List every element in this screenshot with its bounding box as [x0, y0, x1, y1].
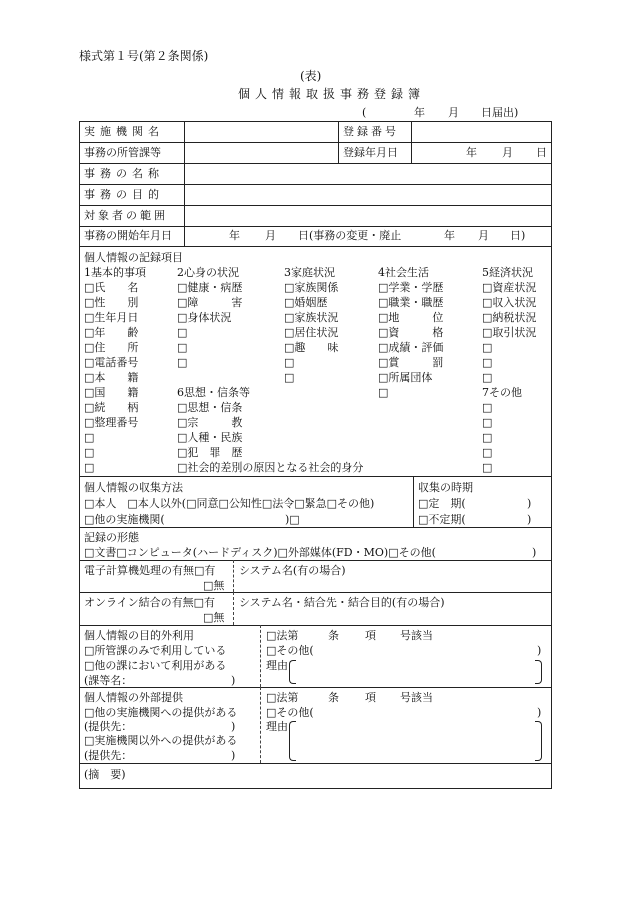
- computer-system: システム名(有の場合): [239, 564, 346, 577]
- record-item: □: [284, 356, 295, 369]
- record-item: 2心身の状況: [177, 266, 239, 279]
- record-item: □生年月日: [84, 311, 139, 324]
- date-year: 年: [414, 106, 425, 119]
- date-month: 月: [448, 106, 459, 119]
- record-item: □職業・職歴: [378, 296, 444, 309]
- record-item: □地 位: [378, 311, 444, 324]
- record-item: □賞 罰: [378, 356, 444, 369]
- outside-law-paragraph: 項: [365, 629, 376, 642]
- record-item: □: [482, 401, 493, 414]
- external-l2-close: ): [231, 720, 236, 733]
- external-heading: 個人情報の外部提供: [84, 691, 183, 704]
- record-item: □: [84, 461, 95, 474]
- record-item: □: [284, 371, 295, 384]
- record-item: □所属団体: [378, 371, 433, 384]
- record-item: □資 格: [378, 326, 444, 339]
- record-item: □: [482, 431, 493, 444]
- external-law-item: 号該当: [400, 691, 433, 704]
- start-date-label: 事務の開始年月日: [84, 229, 172, 242]
- outside-use-l2: □他の課において利用がある: [84, 659, 227, 672]
- record-item: 5経済状況: [482, 266, 533, 279]
- outside-law-item: 号該当: [400, 629, 433, 642]
- external-reason: 理由: [266, 720, 288, 733]
- external-law-paragraph: 項: [365, 691, 376, 704]
- reg-day: 日: [536, 146, 547, 159]
- external-l4: (提供先：: [84, 749, 133, 762]
- outside-use-l1: □所管課のみで利用している: [84, 644, 227, 657]
- record-item: 6思想・信条等: [177, 386, 250, 399]
- record-item: □性 別: [84, 296, 139, 309]
- agency-name-label: 実施機関名: [84, 125, 164, 138]
- bracket-right: [535, 660, 542, 684]
- record-item: □資産状況: [482, 281, 537, 294]
- record-item: □身体状況: [177, 311, 232, 324]
- record-item: □: [482, 446, 493, 459]
- registration-date-label: 登録年月日: [343, 146, 398, 159]
- record-item: □犯 罪 歴: [177, 446, 243, 459]
- record-item: □社会的差別の原因となる社会的身分: [177, 461, 364, 474]
- record-item: □: [482, 356, 493, 369]
- timing-heading: 収集の時期: [418, 481, 473, 494]
- date-open: (: [362, 106, 367, 119]
- change-abolish-note: 日(事務の変更・廃止: [298, 229, 402, 242]
- change-year: 年: [444, 229, 455, 242]
- record-item: □障 害: [177, 296, 243, 309]
- form-number: 様式第１号(第２条関係): [79, 49, 209, 63]
- external-law: □法第: [266, 691, 299, 704]
- bracket-right: [535, 721, 542, 761]
- external-l1: □他の実施機関への提供がある: [84, 706, 238, 719]
- date-day-submitted: 日届出): [481, 106, 519, 119]
- change-day: 日): [510, 229, 526, 242]
- business-purpose-label: 事務の目的: [84, 188, 164, 201]
- external-l2: (提供先：: [84, 720, 133, 733]
- computer-label: 電子計算機処理の有無□有: [84, 564, 216, 577]
- record-item: □婚姻歴: [284, 296, 328, 309]
- record-item: □家族関係: [284, 281, 339, 294]
- record-item: □取引状況: [482, 326, 537, 339]
- bracket-left: [289, 721, 296, 761]
- record-item: □: [177, 326, 188, 339]
- record-item: □人種・民族: [177, 431, 243, 444]
- record-item: □住 所: [84, 341, 139, 354]
- record-item: □続 柄: [84, 401, 139, 414]
- summary-label: (摘 要): [84, 768, 126, 781]
- external-l3: □実施機関以外への提供がある: [84, 734, 238, 747]
- record-item: □: [378, 386, 389, 399]
- outside-other: □その他(: [266, 644, 314, 657]
- form-close: ): [532, 546, 537, 559]
- start-year: 年: [229, 229, 240, 242]
- outside-use-close: ): [231, 674, 236, 687]
- outside-use-l3: (課等名：: [84, 674, 133, 687]
- record-item: □収入状況: [482, 296, 537, 309]
- collection-line2: □他の実施機関(: [84, 513, 165, 526]
- record-item: □宗 教: [177, 416, 243, 429]
- collection-line1: □本人 □本人以外(□同意□公知性□法令□緊急□その他): [84, 497, 375, 510]
- record-item: □家族状況: [284, 311, 339, 324]
- record-item: □: [482, 461, 493, 474]
- registration-number-label: 登録番号: [343, 125, 399, 138]
- record-item: □成績・評価: [378, 341, 444, 354]
- external-other: □その他(: [266, 706, 314, 719]
- outside-law: □法第: [266, 629, 299, 642]
- records-heading: 個人情報の記録項目: [84, 251, 183, 264]
- page-title: 個人情報取扱事務登録簿: [238, 87, 426, 101]
- record-item: □: [177, 341, 188, 354]
- outside-reason: 理由: [266, 659, 288, 672]
- record-item: □: [84, 431, 95, 444]
- outside-other-close: ): [537, 644, 542, 657]
- outside-law-article: 条: [328, 629, 339, 642]
- record-item: □健康・病歴: [177, 281, 243, 294]
- external-other-close: ): [537, 706, 542, 719]
- record-item: 7その他: [482, 386, 522, 399]
- record-item: □: [482, 371, 493, 384]
- record-item: 1基本的事項: [84, 266, 146, 279]
- form-line: □文書□コンピュータ(ハードディスク)□外部媒体(FD・MO)□その他(: [84, 546, 436, 559]
- timing-irregular: □不定期(: [418, 513, 466, 526]
- record-item: □学業・学歴: [378, 281, 444, 294]
- record-item: □納税状況: [482, 311, 537, 324]
- record-item: □居住状況: [284, 326, 339, 339]
- record-item: □年 齢: [84, 326, 139, 339]
- record-item: 3家庭状況: [284, 266, 335, 279]
- start-month: 月: [265, 229, 276, 242]
- bracket-left: [289, 660, 296, 684]
- timing-regular-close: ): [527, 497, 532, 510]
- timing-regular: □定 期(: [418, 497, 466, 510]
- external-l4-close: ): [231, 749, 236, 762]
- record-item: □本 籍: [84, 371, 139, 384]
- online-none: □無: [203, 611, 225, 624]
- record-item: □思想・信条: [177, 401, 243, 414]
- record-item: □: [482, 341, 493, 354]
- record-item: □趣 味: [284, 341, 339, 354]
- record-item: □氏 名: [84, 281, 139, 294]
- change-month: 月: [478, 229, 489, 242]
- record-item: □: [84, 446, 95, 459]
- online-system: システム名・結合先・結合目的(有の場合): [239, 596, 445, 609]
- outside-use-heading: 個人情報の目的外利用: [84, 629, 194, 642]
- computer-none: □無: [203, 579, 225, 592]
- record-item: □国 籍: [84, 386, 139, 399]
- target-scope-label: 対象者の範囲: [84, 209, 168, 222]
- collection-heading: 個人情報の収集方法: [84, 481, 183, 494]
- record-item: □整理番号: [84, 416, 139, 429]
- form-heading: 記録の形態: [84, 531, 139, 544]
- online-label: オンライン結合の有無□有: [84, 596, 216, 609]
- external-law-article: 条: [328, 691, 339, 704]
- record-item: □: [177, 356, 188, 369]
- record-item: □: [482, 416, 493, 429]
- collection-line2-end: )□: [285, 513, 300, 526]
- reg-month: 月: [502, 146, 513, 159]
- side-label: (表): [300, 69, 322, 83]
- department-label: 事務の所管課等: [84, 146, 161, 159]
- reg-year: 年: [466, 146, 477, 159]
- business-name-label: 事務の名称: [84, 167, 164, 180]
- record-item: 4社会生活: [378, 266, 429, 279]
- record-item: □電話番号: [84, 356, 139, 369]
- timing-irregular-close: ): [527, 513, 532, 526]
